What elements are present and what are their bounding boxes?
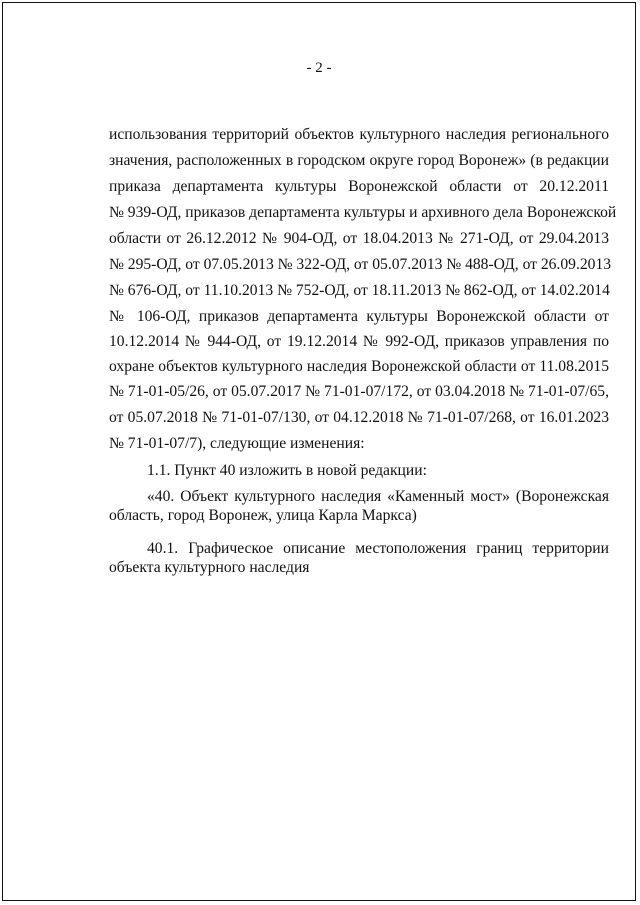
item-40-1-line: объекта культурного наследия xyxy=(109,559,310,576)
paragraph-line: № 676-ОД, от 11.10.2013 № 752-ОД, от 18.11.2013 № 862-ОД, от 14.02.2014 xyxy=(109,282,610,299)
paragraph-line: № 106-ОД, приказов департамента культуры Воронежской области от xyxy=(109,308,609,325)
paragraph-line: 10.12.2014 № 944-ОД, от 19.12.2014 № 992-ОД, приказов управления по xyxy=(109,333,609,350)
paragraph-line: охране объектов культурного наследия Воронежской области от 11.08.2015 xyxy=(109,358,609,375)
document-page xyxy=(2,2,636,901)
item-40-line: область, город Воронеж, улица Карла Маркса) xyxy=(109,507,417,524)
paragraph-line: № 71-01-07/7), следующие изменения: xyxy=(109,435,365,452)
paragraph-line: № 939-ОД, приказов департамента культуры и архивного дела Воронежской xyxy=(109,204,617,221)
paragraph-line: приказа департамента культуры Воронежской области от 20.12.2011 xyxy=(109,178,609,195)
paragraph-line: от 05.07.2018 № 71-01-07/130, от 04.12.2018 № 71-01-07/268, от 16.01.2023 xyxy=(109,409,609,426)
paragraph-line: области от 26.12.2012 № 904-ОД, от 18.04.2013 № 271-ОД, от 29.04.2013 xyxy=(109,230,609,247)
paragraph-line: использования территорий объектов культурного наследия регионального xyxy=(109,126,609,143)
item-40-1-line: 40.1. Графическое описание местоположения границ территории xyxy=(147,540,609,557)
paragraph-line: № 295-ОД, от 07.05.2013 № 322-ОД, от 05.07.2013 № 488-ОД, от 26.09.2013 xyxy=(109,256,612,273)
paragraph-line: значения, расположенных в городском округе город Воронеж» (в редакции xyxy=(109,152,609,169)
list-item-1-1: 1.1. Пункт 40 изложить в новой редакции: xyxy=(147,462,427,479)
page-number: - 2 - xyxy=(306,60,332,76)
item-40-line: «40. Объект культурного наследия «Каменный мост» (Воронежская xyxy=(147,488,609,505)
paragraph-line: № 71-01-05/26, от 05.07.2017 № 71-01-07/172, от 03.04.2018 № 71-01-07/65, xyxy=(109,383,609,400)
